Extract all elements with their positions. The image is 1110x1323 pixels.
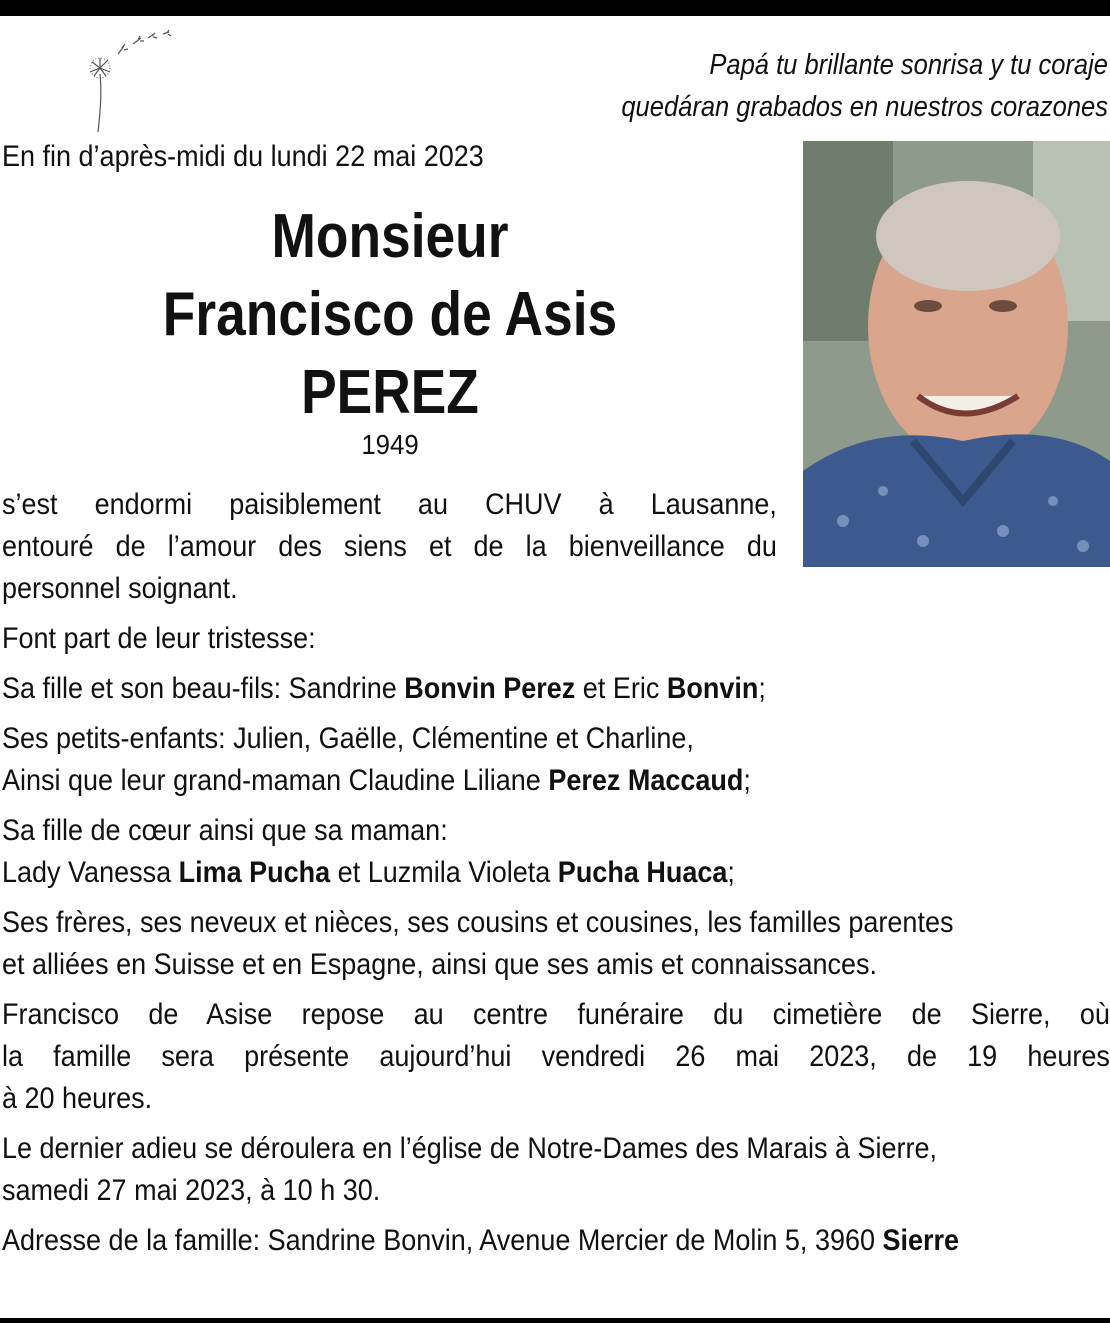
name-title: Monsieur (271, 202, 509, 271)
family-daughter: Sa fille et son beau-fils: Sandrine Bonvin Perez et Eric Bonvin; (2, 672, 766, 705)
repose-info: Francisco de Asise repose au centre funéraire du cimetière de Sierre, où la famille sera présente aujourd’hui vendredi 26 mai 2023, de 19 heures à 20 heures. (2, 998, 1110, 1115)
announce-line: Font part de leur tristesse: (2, 622, 316, 655)
deceased-name-block (0, 198, 780, 460)
family-grandchildren: Ses petits-enfants: Julien, Gaëlle, Clémentine et Charline, Ainsi que leur grand-maman Claudine Liliane Perez Maccaud; (2, 722, 751, 797)
name-given: Francisco de Asis (162, 280, 618, 349)
family-heart-daughter: Sa fille de cœur ainsi que sa maman: Lady Vanessa Lima Pucha et Luzmila Violeta Pucha Huaca; (2, 814, 735, 889)
birth-year: 1949 (361, 429, 419, 460)
epigraph-quote (621, 44, 1108, 128)
quote-line-2: quedáran grabados en nuestros corazones (621, 91, 1108, 123)
top-rule (0, 0, 1110, 16)
quote-line-1: Papá tu brillante sonrisa y tu coraje (709, 49, 1108, 81)
bottom-rule (0, 1318, 1110, 1323)
funeral-info: Le dernier adieu se déroulera en l’église de Notre-Dames des Marais à Sierre, samedi 27 mai 2023, à 10 h 30. (2, 1132, 937, 1207)
name-surname: PEREZ (301, 358, 479, 427)
intro-date: En fin d’après-midi du lundi 22 mai 2023 (2, 140, 484, 173)
announcement-body (2, 484, 1110, 1270)
family-address: Adresse de la famille: Sandrine Bonvin, Avenue Mercier de Molin 5, 3960 Sierre (2, 1224, 960, 1257)
dandelion-icon (78, 24, 188, 134)
death-statement: s’est endormi paisiblement au CHUV à Lausanne, entouré de l’amour des siens et de la bienveillance du personnel soignant. (2, 488, 777, 605)
family-relatives: Ses frères, ses neveux et nièces, ses cousins et cousines, les familles parentes et alliées en Suisse et en Espagne, ainsi que ses amis et connaissances. (2, 906, 954, 981)
